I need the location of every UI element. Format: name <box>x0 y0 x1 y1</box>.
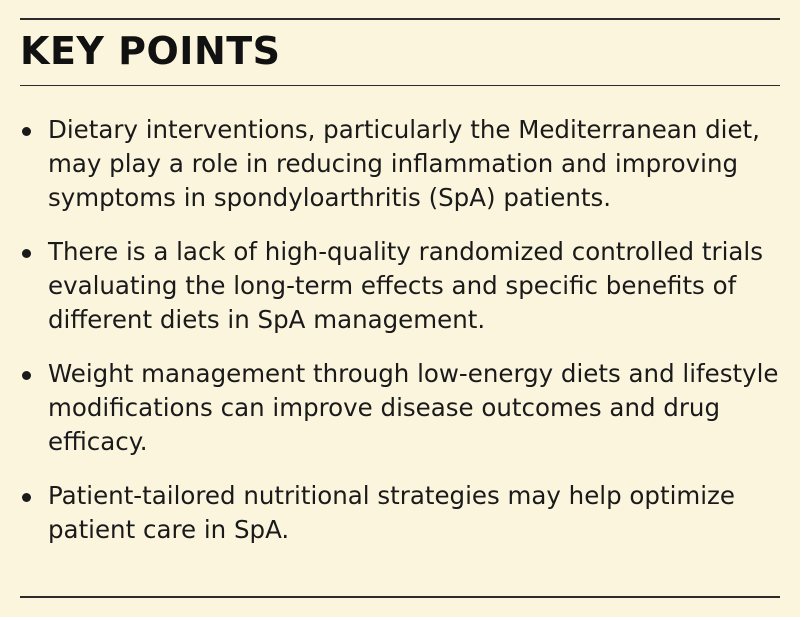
bullet-icon <box>22 493 31 502</box>
bullet-icon <box>22 249 31 258</box>
key-point-text: There is a lack of high-quality randomized controlled trials evaluating the long-term effects and specific benefits of different diets in SpA management. <box>48 237 763 334</box>
box-title: KEY POINTS <box>20 29 281 73</box>
key-point-item <box>20 357 780 459</box>
key-point-item <box>20 235 780 337</box>
key-point-item <box>20 479 780 547</box>
bullet-icon <box>22 127 31 136</box>
key-point-item <box>20 113 780 215</box>
title-divider <box>20 85 780 86</box>
key-point-text: Weight management through low-energy diets and lifestyle modifications can improve disease outcomes and drug efficacy. <box>48 359 779 456</box>
bullet-icon <box>22 371 31 380</box>
top-rule <box>20 18 780 20</box>
key-point-text: Patient-tailored nutritional strategies may help optimize patient care in SpA. <box>48 481 735 544</box>
key-points-list <box>20 113 780 567</box>
bottom-rule <box>20 596 780 598</box>
key-point-text: Dietary interventions, particularly the Mediterranean diet, may play a role in reducing inflammation and improving symptoms in spondyloarthritis (SpA) patients. <box>48 115 760 212</box>
